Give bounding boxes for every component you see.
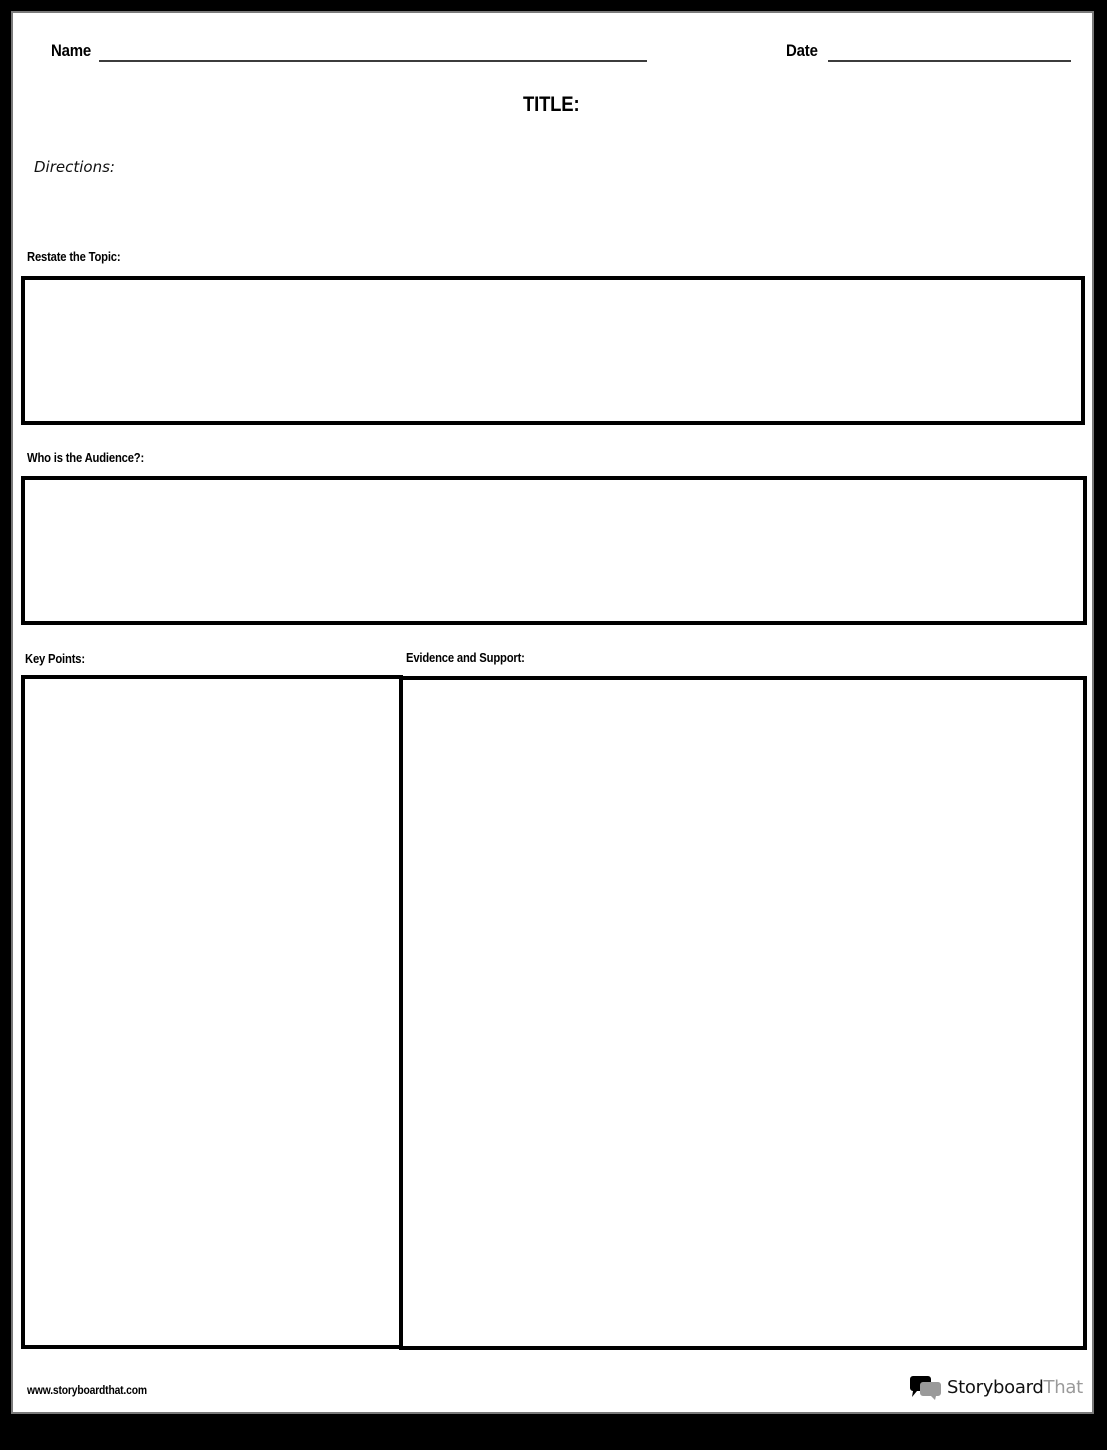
key-points-label: Key Points:	[25, 652, 85, 666]
brand-secondary: That	[1043, 1376, 1083, 1398]
audience-label: Who is the Audience?:	[27, 451, 145, 465]
key-points-box[interactable]	[21, 675, 403, 1349]
evidence-label: Evidence and Support:	[406, 651, 525, 665]
storyboardthat-logo[interactable]	[909, 1374, 1083, 1400]
footer-url[interactable]: www.storyboardthat.com	[27, 1385, 147, 1397]
evidence-box[interactable]	[399, 676, 1087, 1350]
name-field[interactable]	[99, 60, 647, 62]
speech-bubbles-icon	[909, 1374, 943, 1400]
date-field[interactable]	[828, 60, 1071, 62]
brand-primary: Storyboard	[947, 1376, 1044, 1398]
worksheet-page	[11, 11, 1094, 1414]
name-label: Name	[51, 41, 92, 60]
date-label: Date	[786, 41, 818, 60]
directions-label: Directions:	[34, 158, 115, 176]
title-label: TITLE:	[523, 93, 580, 116]
topic-box[interactable]	[21, 276, 1085, 425]
audience-box[interactable]	[21, 476, 1087, 625]
topic-label: Restate the Topic:	[27, 250, 121, 264]
